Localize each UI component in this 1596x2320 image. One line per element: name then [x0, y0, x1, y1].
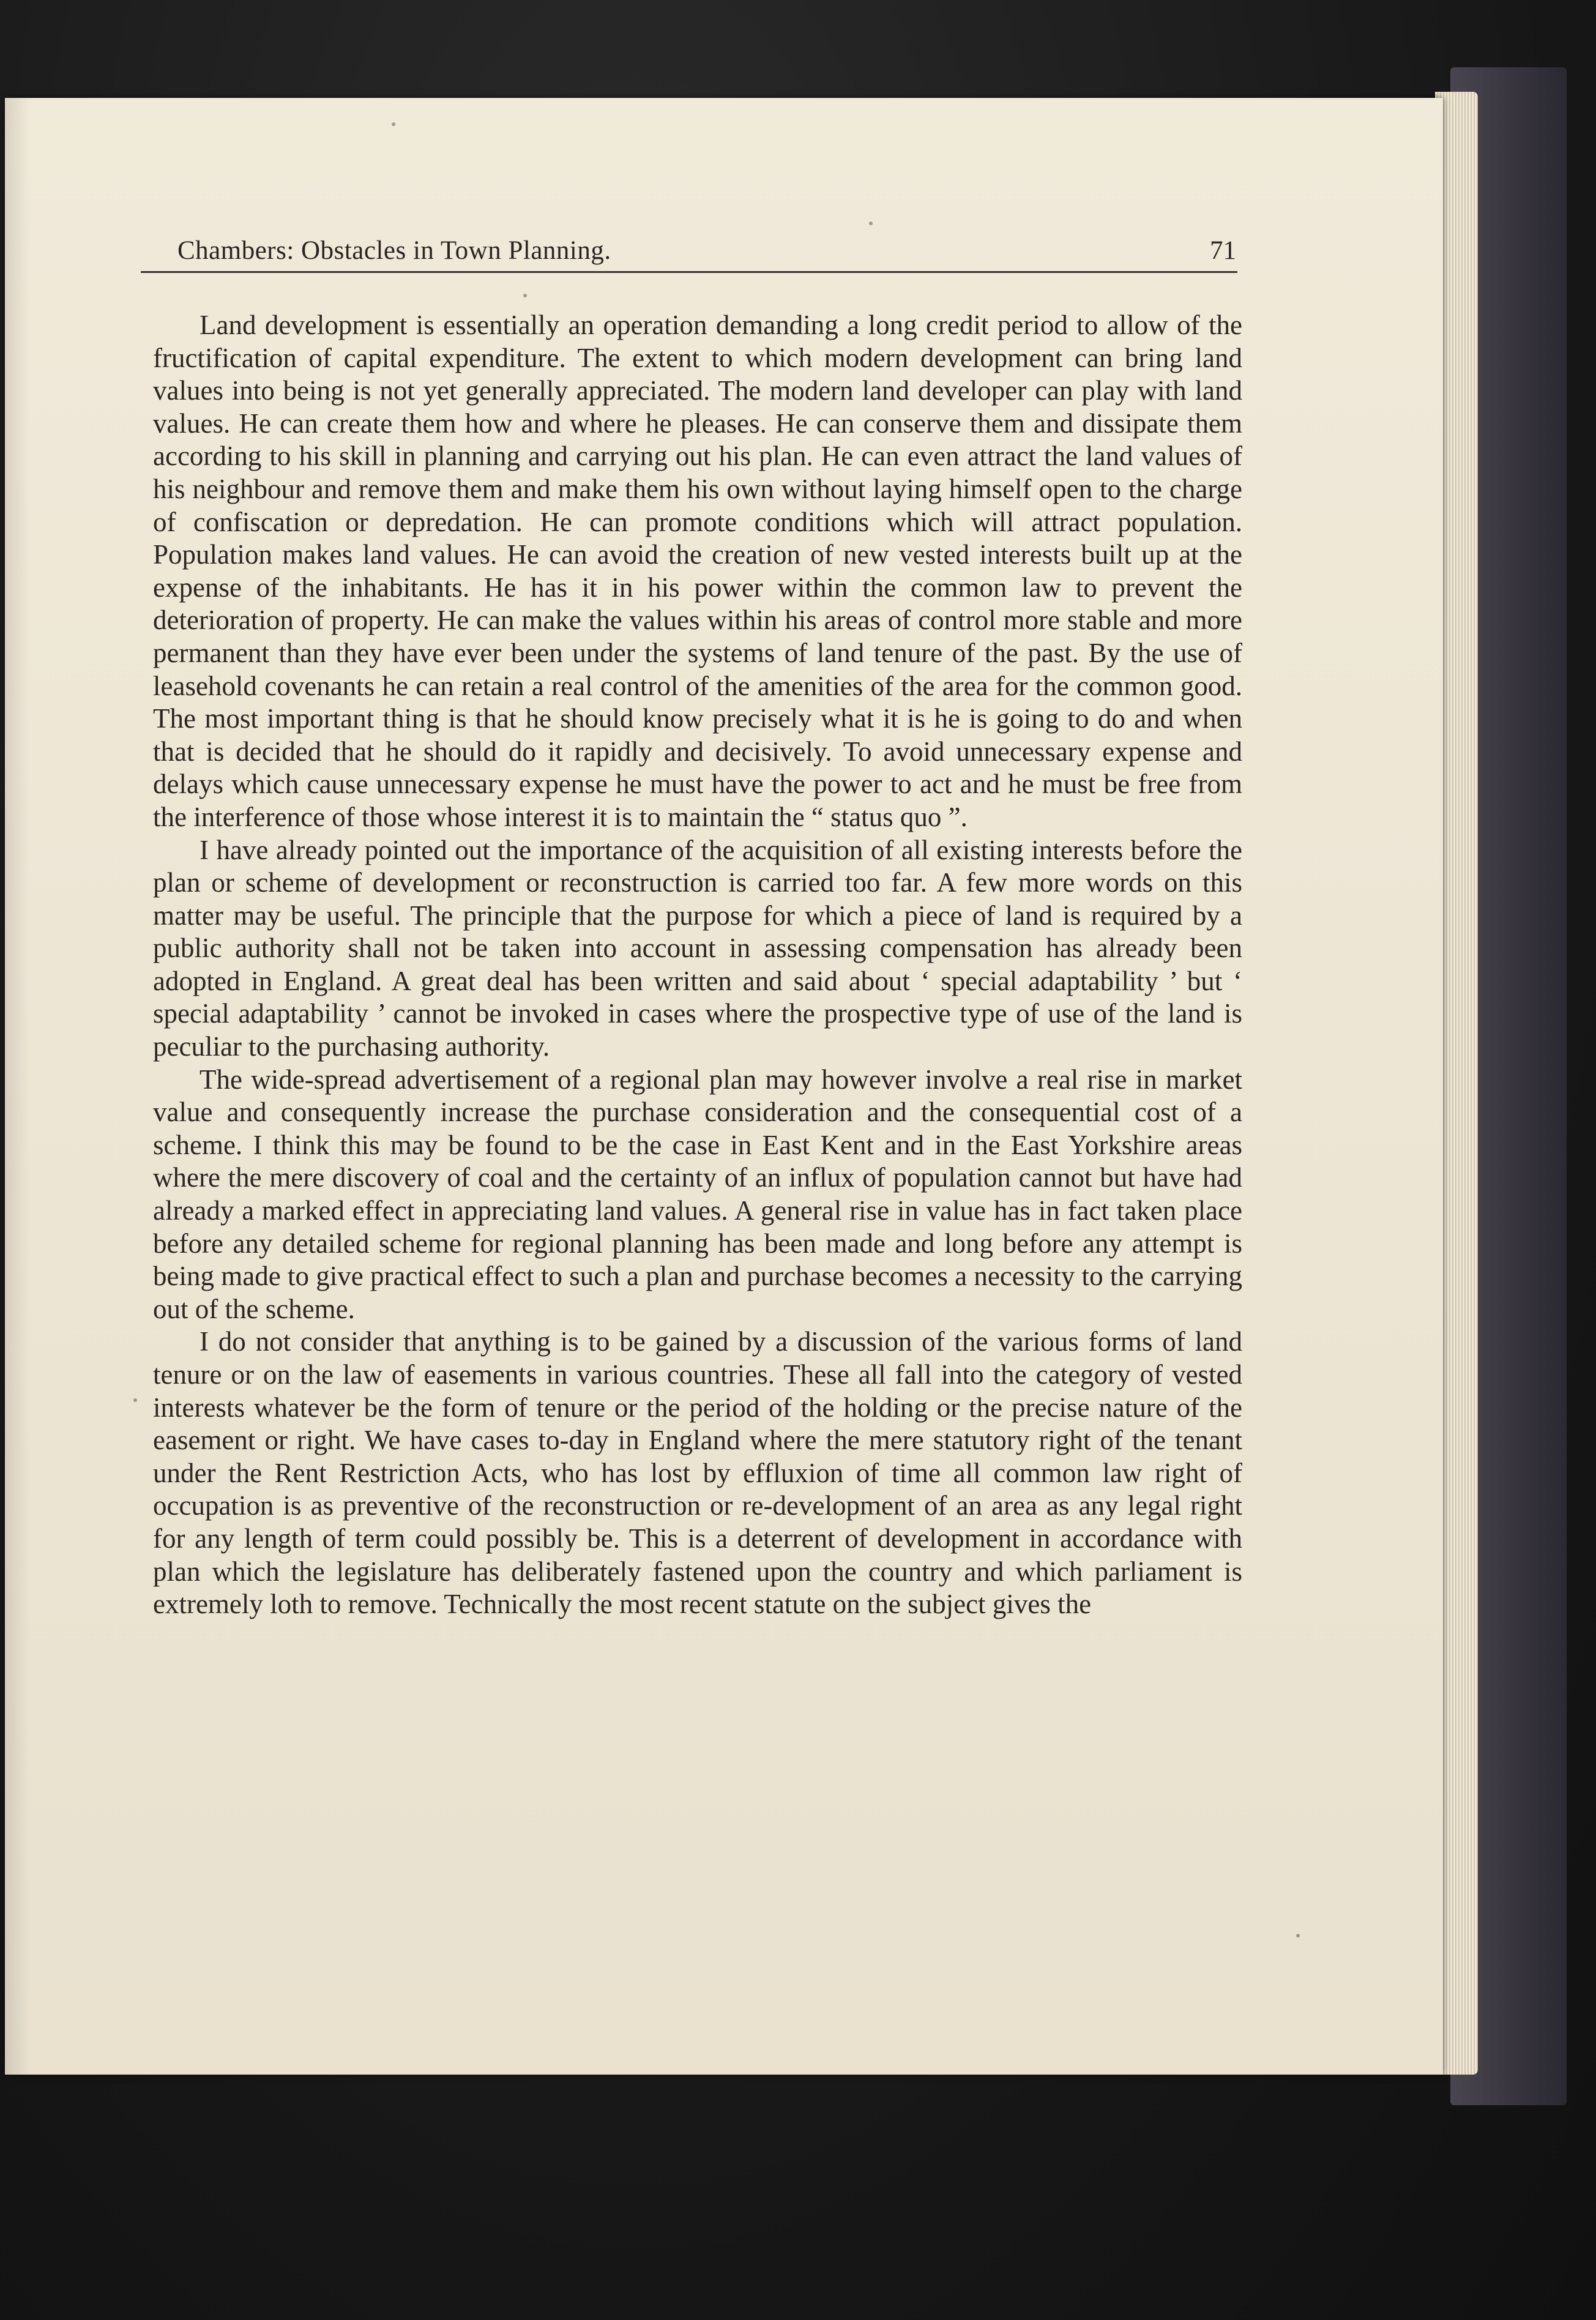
paragraph: The wide-spread advertisement of a regional plan may however involve a real rise in market value and consequently increase the purchase consideration and the consequential cost of a scheme. I think this may be found to be the case in East Kent and in the East Yorkshire areas where the mere discovery of coal and the certainty of an influx of population cannot but have had already a marked effect in appreciating land values. A general rise in value has in fact taken place before any detailed scheme for regional planning has been made and long before any attempt is being made to give practical effect to such a plan and purchase becomes a necessity to the carrying out of the scheme. — [153, 1064, 1242, 1324]
header-rule — [141, 271, 1237, 273]
paragraph: I do not consider that anything is to be gained by a discussion of the various forms of land tenure or on the law of easements in various countries. These all fall into the category of vested interests whatever be the form of tenure or the period of the holding or the precise nature of the easement or right. We have cases to-day in England where the mere statutory right of the tenant under the Rent Restriction Acts, who has lost by effluxion of time all common law right of occupation is as preventive of the reconstruction or re-development of an area as any legal right for any length of term could possibly be. This is a deterrent of development in accordance with plan which the legislature has deliberately fastened upon the country and which parliament is extremely loth to remove. Technically the most recent statute on the subject gives the — [153, 1326, 1242, 1620]
dust-speck — [523, 294, 527, 297]
paragraph: Land development is essentially an operation demanding a long credit period to allow of the fructification of capital expenditure. The extent to which modern development can bring land values into being is not yet generally appreciated. The modern land developer can play with land values. He can create them how and where he pleases. He can conserve them and dissipate them according to his skill in planning and carrying out his plan. He can even attract the land values of his neighbour and remove them and make them his own without laying himself open to the charge of confiscation or depredation. He can promote conditions which will attract population. Population makes land values. He can avoid the creation of new vested interests built up at the expense of the inhabitants. He has it in his power within the common law to prevent the deterioration of property. He can make the values within his areas of control more stable and more permanent than they have ever been under the systems of land tenure of the past. By the use of leasehold covenants he can retain a real control of the amenities of the area for the common good. The most important thing is that he should know precisely what it is he is going to do and when that is decided that he should do it rapidly and decisively. To avoid unnecessary expense and delays which cause unnecessary expense he must have the power to act and he must be free from the interference of those whose interest it is to maintain the “ status quo ”. — [153, 310, 1242, 832]
running-title: Chambers: Obstacles in Town Planning. — [177, 236, 611, 265]
dust-speck — [869, 222, 873, 225]
page-number: 71 — [1210, 236, 1236, 265]
dust-speck — [133, 1398, 137, 1402]
paragraph: I have already pointed out the importance of the acquisition of all existing interests before the plan or scheme of development or reconstruction is carried too far. A few more words on this matter may be useful. The principle that the purpose for which a piece of land is required by a public authority shall not be taken into account in assessing compensation has already been adopted in England. A great deal has been written and said about ‘ special adaptability ’ but ‘ special adaptability ’ cannot be invoked in cases where the prospective type of use of the land is peculiar to the purchasing authority. — [153, 834, 1242, 1062]
dust-speck — [392, 122, 395, 126]
body-text — [153, 309, 1242, 1621]
dust-speck — [1296, 1934, 1300, 1938]
